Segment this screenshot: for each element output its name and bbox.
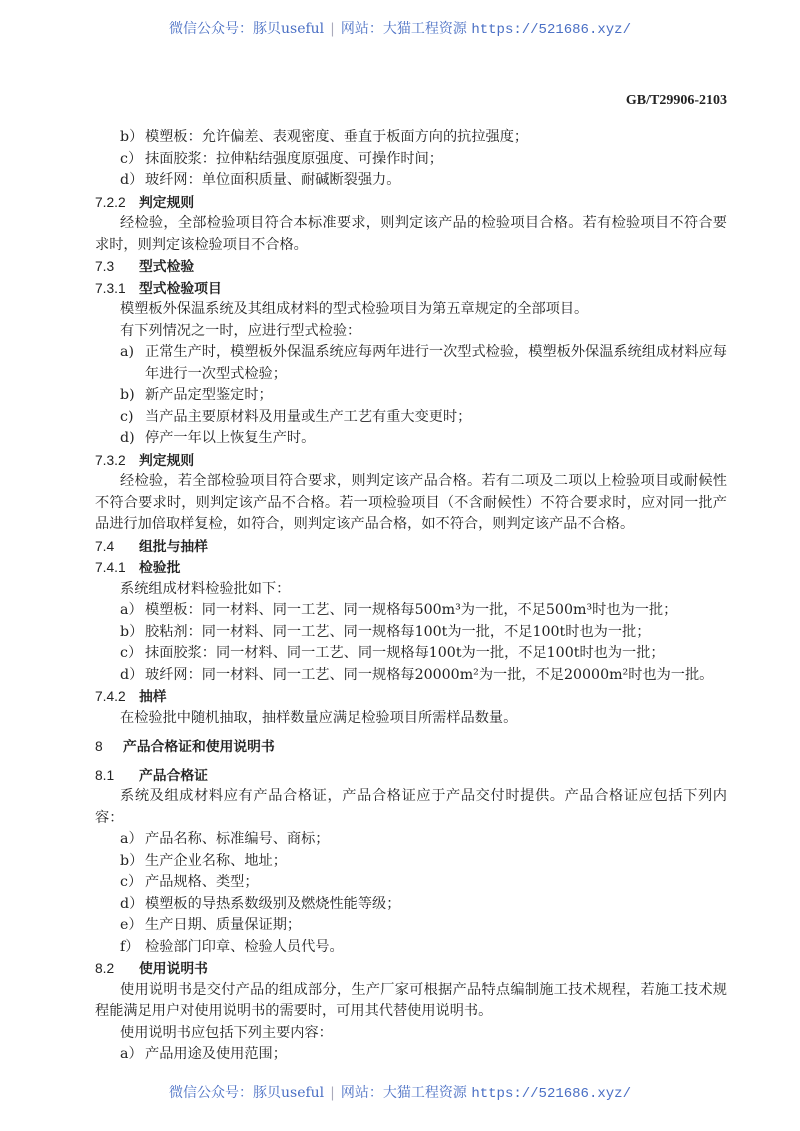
list-item-label: d) — [120, 430, 135, 446]
section-title: 产品合格证 — [139, 767, 208, 783]
list-item-text: 抹面胶浆：同一材料、同一工艺、同一规格每100t为一批，不足100t时也为一批； — [145, 645, 665, 661]
list-item — [95, 342, 727, 385]
section-title: 型式检验项目 — [139, 280, 222, 296]
section-heading — [95, 958, 727, 980]
list-item-text: 模塑板：同一材料、同一工艺、同一规格每500m³为一批，不足500m³时也为一批； — [145, 602, 678, 618]
paragraph-text: 系统及组成材料应有产品合格证，产品合格证应于产品交付时提供。产品合格证应包括下列内容： — [95, 788, 727, 826]
paragraph — [95, 786, 727, 829]
list-item-label: a） — [120, 831, 143, 847]
list-item — [95, 851, 727, 873]
paragraph-text: 使用说明书是交付产品的组成部分，生产厂家可根据产品特点编制施工技术规程，若施工技术规程能满足用户对使用说明书的需要时，可用其代替使用说明书。 — [95, 981, 727, 1019]
list-item-text: 玻纤网：单位面积质量、耐碱断裂强力。 — [145, 172, 401, 188]
standard-number: GB/T29906-2103 — [625, 93, 727, 108]
watermark-header — [0, 18, 800, 38]
watermark-url[interactable]: https://521686.xyz/ — [471, 1086, 631, 1102]
list-item — [95, 829, 727, 851]
paragraph-text: 在检验批中随机抽取，抽样数量应满足检验项目所需样品数量。 — [120, 709, 518, 726]
paragraph — [95, 708, 727, 730]
section-title: 产品合格证和使用说明书 — [123, 739, 275, 754]
list-item-label: a） — [120, 1046, 143, 1062]
paragraph — [95, 471, 727, 536]
document-body — [95, 127, 727, 1066]
section-number: 8.2 — [95, 961, 115, 976]
list-item — [95, 149, 727, 171]
watermark-separator: | — [330, 1085, 335, 1101]
section-number: 7.4 — [95, 538, 115, 554]
list-item-text: 产品规格、类型； — [145, 874, 259, 890]
list-item — [95, 428, 727, 450]
paragraph — [95, 980, 727, 1023]
paragraph — [95, 321, 727, 343]
section-title: 使用说明书 — [139, 961, 208, 976]
section-heading — [95, 450, 727, 472]
list-item-text: 模塑板的导热系数级别及燃烧性能等级； — [145, 895, 401, 912]
list-item-label: d） — [120, 172, 144, 188]
paragraph — [95, 299, 727, 321]
section-heading — [95, 557, 727, 579]
section-number: 8.1 — [95, 767, 115, 783]
list-item-label: a) — [120, 344, 134, 360]
chapter-heading — [95, 736, 727, 758]
list-item-label: c） — [120, 150, 143, 167]
list-item — [95, 872, 727, 894]
section-heading — [95, 686, 727, 708]
section-number: 7.4.1 — [95, 560, 126, 575]
list-item — [95, 407, 727, 429]
list-item-text: 产品用途及使用范围； — [145, 1046, 287, 1062]
list-item-label: b） — [120, 852, 144, 869]
list-item-text: 生产企业名称、地址； — [145, 852, 287, 869]
list-item-text: 检验部门印章、检验人员代号。 — [145, 938, 344, 955]
list-item — [95, 622, 727, 644]
list-item — [95, 894, 727, 916]
section-heading — [95, 192, 727, 214]
list-item — [95, 127, 727, 149]
watermark-site-label: 网站：大猫工程资源 — [340, 21, 467, 37]
list-item-text: 新产品定型鉴定时； — [145, 387, 273, 403]
watermark-url[interactable]: https://521686.xyz/ — [471, 22, 631, 38]
list-item-label: b） — [120, 129, 144, 145]
list-item-text: 停产一年以上恢复生产时。 — [145, 430, 316, 446]
paragraph-text: 使用说明书应包括下列主要内容： — [120, 1024, 333, 1041]
list-item-label: e） — [120, 917, 143, 933]
section-title: 组批与抽样 — [139, 538, 208, 554]
section-title: 判定规则 — [139, 194, 195, 210]
paragraph — [95, 579, 727, 601]
list-item-label: d） — [120, 666, 144, 683]
list-item — [95, 665, 727, 687]
list-item-label: c） — [120, 874, 143, 890]
list-item — [95, 937, 727, 959]
list-item-label: b） — [120, 623, 144, 640]
list-item-label: d） — [120, 895, 144, 912]
list-item-text: 模塑板：允许偏差、表观密度、垂直于板面方向的抗拉强度； — [145, 129, 529, 145]
list-item-label: b) — [120, 387, 135, 403]
paragraph-text: 经检验，若全部检验项目符合要求，则判定该产品合格。若有二项及二项以上检验项目或耐候性不符合要求时，则判定该产品不合格。若一项检验项目（不含耐候性）不符合要求时，应对同一批产品进行加倍取样复检，如符合，则判定该产品合格，如不符合，则判定该产品不合格。 — [95, 473, 727, 532]
list-item — [95, 1044, 727, 1066]
list-item-text: 胶粘剂：同一材料、同一工艺、同一规格每100t为一批，不足100t时也为一批； — [145, 623, 651, 640]
list-item-label: c） — [120, 645, 143, 661]
list-item-text: 产品名称、标准编号、商标； — [145, 831, 330, 847]
list-item-text: 抹面胶浆：拉伸粘结强度原强度、可操作时间； — [145, 150, 443, 167]
paragraph — [95, 213, 727, 256]
list-item — [95, 915, 727, 937]
section-heading — [95, 765, 727, 787]
watermark-site-label: 网站：大猫工程资源 — [340, 1085, 467, 1101]
list-item-text: 当产品主要原材料及用量或生产工艺有重大变更时； — [145, 408, 472, 425]
section-number: 7.2.2 — [95, 194, 126, 210]
section-title: 检验批 — [139, 560, 181, 575]
watermark-footer — [0, 1082, 800, 1102]
section-number: 7.4.2 — [95, 689, 126, 704]
section-title: 判定规则 — [139, 452, 195, 468]
list-item-label: c) — [120, 408, 134, 425]
section-title: 型式检验 — [139, 259, 195, 274]
paragraph — [95, 1023, 727, 1045]
list-item-text: 正常生产时，模塑板外保温系统应每两年进行一次型式检验，模塑板外保温系统组成材料应每年进行一次型式检验； — [145, 344, 727, 382]
watermark-account: 微信公众号：豚贝useful — [169, 21, 325, 37]
paragraph-text: 经检验，全部检验项目符合本标准要求，则判定该产品的检验项目合格。若有检验项目不符合要求时，则判定该检验项目不合格。 — [95, 215, 727, 253]
list-item — [95, 643, 727, 665]
section-heading — [95, 536, 727, 558]
section-number: 7.3.2 — [95, 452, 126, 468]
paragraph-text: 系统组成材料检验批如下： — [120, 580, 291, 597]
section-heading — [95, 256, 727, 278]
list-item — [95, 600, 727, 622]
watermark-account: 微信公众号：豚贝useful — [169, 1085, 325, 1101]
list-item — [95, 385, 727, 407]
list-item-label: a） — [120, 602, 143, 618]
section-number: 8 — [95, 739, 103, 754]
section-number: 7.3.1 — [95, 280, 126, 296]
list-item-label: f） — [120, 938, 140, 955]
section-heading — [95, 278, 727, 300]
watermark-separator: | — [330, 21, 335, 37]
list-item-text: 生产日期、质量保证期； — [145, 917, 302, 933]
section-number: 7.3 — [95, 259, 115, 274]
paragraph-text: 有下列情况之一时，应进行型式检验： — [120, 322, 362, 339]
paragraph-text: 模塑板外保温系统及其组成材料的型式检验项目为第五章规定的全部项目。 — [120, 301, 589, 317]
list-item-text: 玻纤网：同一材料、同一工艺、同一规格每20000m²为一批，不足20000m²时也为一批。 — [145, 666, 714, 683]
section-title: 抽样 — [139, 689, 167, 704]
list-item — [95, 170, 727, 192]
